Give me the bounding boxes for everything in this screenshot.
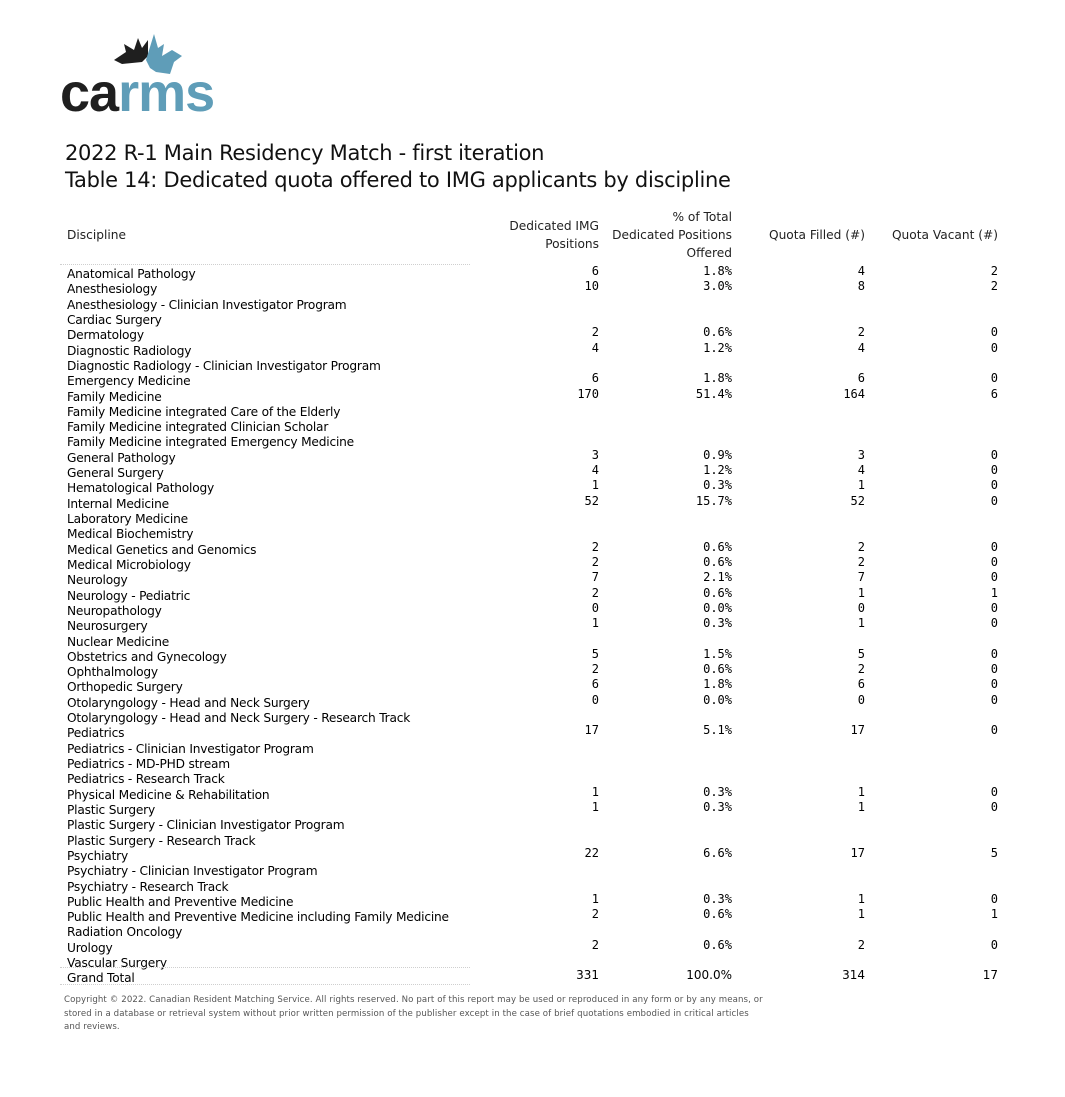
discipline-cell: Radiation Oncology <box>67 925 183 940</box>
copyright-notice: Copyright © 2022. Canadian Resident Matching Service. All rights reserved. No part of this report may be used or reproduced in any form or by any means, or stored in a database or retrieval system without prior written permission of the publisher except in the case of brief quotations embodied in critical articles and reviews. <box>64 995 763 1032</box>
percent-cell: 0.3% <box>703 478 732 493</box>
discipline-cell: Pediatrics - Research Track <box>67 772 225 787</box>
table-row <box>60 677 1005 695</box>
percent-cell: 0.0% <box>703 600 732 615</box>
discipline-cell: Neuropathology <box>67 603 162 618</box>
table-row <box>60 586 1005 601</box>
filled-cell: 0 <box>857 600 865 615</box>
filled-cell: 7 <box>857 570 865 585</box>
percent-cell: 0.6% <box>703 585 732 600</box>
vacant-cell: 0 <box>990 662 998 677</box>
total-divider <box>60 967 470 968</box>
table-row <box>60 371 1005 389</box>
table-row <box>60 463 1005 481</box>
discipline-cell: Otolaryngology - Head and Neck Surgery - Research Track <box>67 711 411 726</box>
dedicated-cell: 6 <box>591 264 599 278</box>
discipline-cell: Vascular Surgery <box>67 956 167 971</box>
table-row <box>60 647 1005 662</box>
table-row <box>60 279 1005 297</box>
vacant-cell: 0 <box>990 646 998 661</box>
table-row <box>60 478 1005 496</box>
discipline-cell: General Pathology <box>67 450 176 465</box>
discipline-cell: Ophthalmology <box>67 665 158 680</box>
discipline-cell: Plastic Surgery <box>67 802 156 817</box>
discipline-cell: Family Medicine integrated Clinician Scholar <box>67 420 329 435</box>
table-row <box>60 754 1005 769</box>
filled-cell: 1 <box>857 799 865 814</box>
report-title: 2022 R-1 Main Residency Match - first iteration <box>65 141 545 165</box>
vacant-cell: 0 <box>990 340 998 355</box>
discipline-cell: Medical Genetics and Genomics <box>67 542 257 557</box>
discipline-cell: Obstetrics and Gynecology <box>67 649 227 664</box>
dedicated-cell: 6 <box>591 677 599 692</box>
vacant-cell: 1 <box>990 585 998 600</box>
filled-cell: 1 <box>857 585 865 600</box>
total-vacant: 17 <box>982 968 998 983</box>
vacant-cell: 0 <box>990 937 998 952</box>
vacant-cell: 0 <box>990 784 998 799</box>
dedicated-cell: 17 <box>584 723 599 738</box>
vacant-cell: 0 <box>990 463 998 478</box>
discipline-cell: Psychiatry - Research Track <box>67 879 229 894</box>
discipline-cell: Psychiatry <box>67 848 128 863</box>
discipline-cell: Anatomical Pathology <box>67 267 196 281</box>
dedicated-cell: 2 <box>591 554 599 569</box>
table-row <box>60 295 1005 310</box>
filled-cell: 8 <box>857 279 865 294</box>
discipline-cell: Pediatrics - MD-PHD stream <box>67 757 230 771</box>
table-row <box>60 785 1005 800</box>
table-row <box>60 356 1005 371</box>
vacant-cell: 0 <box>990 371 998 386</box>
table-row <box>60 509 1005 524</box>
discipline-cell: Nuclear Medicine <box>67 634 170 649</box>
vacant-cell: 0 <box>990 616 998 631</box>
dedicated-cell: 2 <box>591 325 599 340</box>
filled-cell: 0 <box>857 692 865 707</box>
filled-cell: 17 <box>850 723 865 738</box>
filled-cell: 4 <box>857 340 865 355</box>
table-row <box>60 448 1005 463</box>
dedicated-cell: 5 <box>591 646 599 661</box>
vacant-cell: 2 <box>990 264 998 278</box>
table-row <box>60 570 1005 588</box>
table-row <box>60 723 1005 741</box>
dedicated-cell: 1 <box>591 478 599 493</box>
filled-cell: 1 <box>857 891 865 906</box>
dedicated-cell: 7 <box>591 570 599 585</box>
discipline-cell: Family Medicine <box>67 389 162 404</box>
discipline-cell: Urology <box>67 940 113 955</box>
dedicated-cell: 3 <box>591 447 599 462</box>
dedicated-cell: 1 <box>591 784 599 799</box>
carms-logo <box>60 30 245 125</box>
percent-cell: 0.6% <box>703 937 732 952</box>
percent-cell: 0.3% <box>703 616 732 631</box>
discipline-cell: Psychiatry - Clinician Investigator Program <box>67 864 318 879</box>
vacant-cell: 0 <box>990 539 998 554</box>
filled-cell: 2 <box>857 937 865 952</box>
percent-cell: 1.2% <box>703 340 732 355</box>
quota-table <box>60 206 1005 984</box>
discipline-cell: Medical Microbiology <box>67 557 191 572</box>
filled-cell: 2 <box>857 662 865 677</box>
vacant-cell: 2 <box>990 279 998 294</box>
vacant-cell: 0 <box>990 723 998 738</box>
header-dedicated: Dedicated IMG Positions <box>509 219 599 251</box>
table-row <box>60 861 1005 879</box>
header-filled: Quota Filled (#) <box>768 228 865 242</box>
discipline-cell: Emergency Medicine <box>67 374 191 389</box>
vacant-cell: 5 <box>990 845 998 860</box>
discipline-cell: Anesthesiology <box>67 282 158 297</box>
header-percent: % of Total Dedicated Positions Offered <box>612 210 732 260</box>
discipline-cell: Family Medicine integrated Emergency Medicine <box>67 435 354 450</box>
grand-total-row <box>60 968 1005 986</box>
table-row <box>60 632 1005 647</box>
percent-cell: 6.6% <box>703 845 732 860</box>
vacant-cell: 0 <box>990 447 998 462</box>
discipline-cell: Orthopedic Surgery <box>67 680 183 695</box>
percent-cell: 5.1% <box>703 723 732 738</box>
discipline-cell: Plastic Surgery - Clinician Investigator Program <box>67 818 345 833</box>
discipline-cell: Internal Medicine <box>67 496 169 511</box>
table-row <box>60 341 1005 356</box>
table-row <box>60 494 1005 509</box>
percent-cell: 0.3% <box>703 891 732 906</box>
percent-cell: 0.6% <box>703 662 732 677</box>
discipline-cell: Anesthesiology - Clinician Investigator Program <box>67 297 347 312</box>
vacant-cell: 6 <box>990 386 998 401</box>
vacant-cell: 0 <box>990 799 998 814</box>
total-filled: 314 <box>842 968 865 983</box>
header-vacant: Quota Vacant (#) <box>891 228 998 242</box>
table-body <box>60 264 1005 971</box>
table-row <box>60 708 1005 726</box>
dedicated-cell: 2 <box>591 907 599 922</box>
table-row <box>60 432 1005 450</box>
table-row <box>60 846 1005 861</box>
table-row <box>60 555 1005 570</box>
table-header <box>60 206 1005 264</box>
dedicated-cell: 0 <box>591 692 599 707</box>
discipline-cell: Medical Biochemistry <box>67 527 194 542</box>
dedicated-cell: 1 <box>591 799 599 814</box>
percent-cell: 1.8% <box>703 264 732 278</box>
table-row <box>60 662 1005 680</box>
dedicated-cell: 2 <box>591 585 599 600</box>
percent-cell: 0.6% <box>703 907 732 922</box>
discipline-cell: Diagnostic Radiology - Clinician Investigator Program <box>67 358 381 373</box>
discipline-cell: Neurology <box>67 573 128 588</box>
filled-cell: 4 <box>857 264 865 278</box>
dedicated-cell: 4 <box>591 340 599 355</box>
dedicated-cell: 2 <box>591 937 599 952</box>
filled-cell: 3 <box>857 447 865 462</box>
discipline-cell: Otolaryngology - Head and Neck Surgery <box>67 695 310 710</box>
table-title: Table 14: Dedicated quota offered to IMG applicants by discipline <box>65 168 731 192</box>
total-percent: 100.0% <box>686 968 732 983</box>
vacant-cell: 0 <box>990 325 998 340</box>
discipline-cell: Laboratory Medicine <box>67 512 188 526</box>
percent-cell: 0.9% <box>703 447 732 462</box>
filled-cell: 17 <box>850 845 865 860</box>
table-row <box>60 540 1005 555</box>
discipline-cell: Cardiac Surgery <box>67 312 162 327</box>
table-row <box>60 417 1005 435</box>
table-row <box>60 922 1005 940</box>
percent-cell: 0.0% <box>703 692 732 707</box>
discipline-cell: Neurosurgery <box>67 619 148 634</box>
table-row <box>60 769 1005 787</box>
percent-cell: 1.5% <box>703 646 732 661</box>
discipline-cell: Dermatology <box>67 328 144 343</box>
dedicated-cell: 170 <box>577 386 599 401</box>
discipline-cell: Pediatrics <box>67 726 125 741</box>
filled-cell: 6 <box>857 677 865 692</box>
filled-cell: 1 <box>857 907 865 922</box>
discipline-cell: Neurology - Pediatric <box>67 588 191 603</box>
vacant-cell: 0 <box>990 677 998 692</box>
filled-cell: 5 <box>857 646 865 661</box>
bottom-divider <box>60 984 470 985</box>
table-row <box>60 907 1005 925</box>
dedicated-cell: 2 <box>591 662 599 677</box>
dedicated-cell: 1 <box>591 891 599 906</box>
table-row <box>60 892 1005 907</box>
total-label: Grand Total <box>67 971 135 986</box>
percent-cell: 0.3% <box>703 799 732 814</box>
percent-cell: 1.8% <box>703 371 732 386</box>
total-dedicated: 331 <box>576 968 599 983</box>
percent-cell: 0.3% <box>703 784 732 799</box>
table-row <box>60 524 1005 542</box>
filled-cell: 2 <box>857 539 865 554</box>
vacant-cell: 1 <box>990 907 998 922</box>
table-row <box>60 800 1005 815</box>
table-row <box>60 831 1005 846</box>
filled-cell: 1 <box>857 616 865 631</box>
discipline-cell: Physical Medicine & Rehabilitation <box>67 787 270 802</box>
vacant-cell: 0 <box>990 554 998 569</box>
table-row <box>60 310 1005 325</box>
percent-cell: 0.6% <box>703 539 732 554</box>
vacant-cell: 0 <box>990 692 998 707</box>
percent-cell: 0.6% <box>703 554 732 569</box>
vacant-cell: 0 <box>990 891 998 906</box>
percent-cell: 0.6% <box>703 325 732 340</box>
dedicated-cell: 10 <box>584 279 599 294</box>
percent-cell: 3.0% <box>703 279 732 294</box>
table-row <box>60 739 1005 754</box>
table-row <box>60 402 1005 417</box>
table-row <box>60 616 1005 634</box>
discipline-cell: Hematological Pathology <box>67 481 215 496</box>
percent-cell: 51.4% <box>695 386 732 401</box>
discipline-cell: Pediatrics - Clinician Investigator Program <box>67 741 314 756</box>
filled-cell: 2 <box>857 554 865 569</box>
vacant-cell: 0 <box>990 600 998 615</box>
table-row <box>60 601 1005 616</box>
discipline-cell: Plastic Surgery - Research Track <box>67 833 256 848</box>
table-row <box>60 877 1005 892</box>
discipline-cell: Public Health and Preventive Medicine including Family Medicine <box>67 910 449 925</box>
filled-cell: 2 <box>857 325 865 340</box>
filled-cell: 4 <box>857 463 865 478</box>
percent-cell: 15.7% <box>695 493 732 508</box>
discipline-cell: Family Medicine integrated Care of the Elderly <box>67 404 341 419</box>
discipline-cell: Public Health and Preventive Medicine <box>67 894 294 909</box>
table-row <box>60 693 1005 708</box>
percent-cell: 1.8% <box>703 677 732 692</box>
dedicated-cell: 4 <box>591 463 599 478</box>
dedicated-cell: 1 <box>591 616 599 631</box>
percent-cell: 2.1% <box>703 570 732 585</box>
filled-cell: 52 <box>850 493 865 508</box>
table-row <box>60 953 1005 971</box>
table-row <box>60 387 1005 402</box>
filled-cell: 164 <box>843 386 865 401</box>
table-row <box>60 815 1005 833</box>
table-row <box>60 325 1005 343</box>
dedicated-cell: 22 <box>584 845 599 860</box>
vacant-cell: 0 <box>990 478 998 493</box>
percent-cell: 1.2% <box>703 463 732 478</box>
dedicated-cell: 6 <box>591 371 599 386</box>
vacant-cell: 0 <box>990 570 998 585</box>
dedicated-cell: 0 <box>591 600 599 615</box>
discipline-cell: Diagnostic Radiology <box>67 343 192 358</box>
discipline-cell: General Surgery <box>67 466 164 481</box>
dedicated-cell: 52 <box>584 493 599 508</box>
filled-cell: 6 <box>857 371 865 386</box>
header-discipline: Discipline <box>67 228 126 242</box>
dedicated-cell: 2 <box>591 539 599 554</box>
vacant-cell: 0 <box>990 493 998 508</box>
filled-cell: 1 <box>857 784 865 799</box>
table-row <box>60 938 1005 953</box>
logo-wordmark: carms <box>60 63 215 123</box>
table-row <box>60 264 1005 279</box>
filled-cell: 1 <box>857 478 865 493</box>
